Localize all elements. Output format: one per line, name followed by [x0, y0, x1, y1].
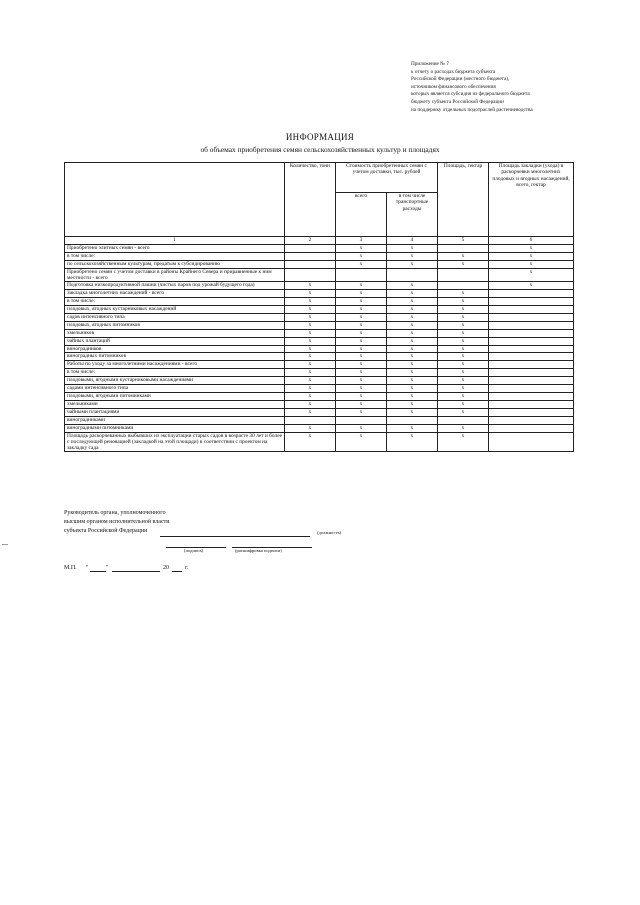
- document-subtitle: об объемах приобретения семян сельскохозяйственных культур и площадях: [200, 145, 440, 154]
- position-line: [160, 536, 310, 537]
- table-cell: x: [438, 306, 489, 314]
- scan-margin-mark: [2, 544, 8, 545]
- table-cell: [489, 345, 574, 353]
- row-label: Приобретено семян с учетом доставки в районы Крайнего Севера и приравненные к ним местности - всего: [65, 268, 285, 282]
- table-body: [65, 245, 574, 452]
- table-cell: [336, 416, 387, 424]
- row-label: в том числе:: [65, 252, 285, 260]
- table-row: [65, 353, 574, 361]
- column-number: 5: [438, 237, 489, 245]
- row-label: Работы по уходу за многолетними насаждениями - всего: [65, 361, 285, 369]
- column-number: 1: [65, 237, 285, 245]
- signer-title-line-3: субъекта Российской Федерации: [64, 528, 148, 534]
- row-label: виноградных питомников: [65, 353, 285, 361]
- table-cell: x: [438, 298, 489, 306]
- table-cell: x: [387, 353, 438, 361]
- table-cell: x: [438, 290, 489, 298]
- table-row: [65, 345, 574, 353]
- table-cell: x: [387, 432, 438, 452]
- table-cell: [285, 245, 336, 253]
- table-row: [65, 432, 574, 452]
- table-cell: x: [387, 400, 438, 408]
- signature-caption: (подпись): [184, 548, 204, 553]
- header-cost-total: всего: [336, 193, 387, 237]
- table-cell: [387, 268, 438, 282]
- table-row: [65, 321, 574, 329]
- table-cell: x: [387, 361, 438, 369]
- row-label: по сельскохозяйственным культурам, предатым к субсидированию: [65, 260, 285, 268]
- table-row: [65, 385, 574, 393]
- decode-caption: (расшифровка подписи): [235, 548, 282, 553]
- table-cell: x: [387, 337, 438, 345]
- table-cell: x: [438, 424, 489, 432]
- table-cell: x: [387, 385, 438, 393]
- table-row: [65, 337, 574, 345]
- row-label: садами интенсивного типа: [65, 385, 285, 393]
- table-cell: x: [438, 353, 489, 361]
- table-cell: x: [285, 337, 336, 345]
- table-cell: x: [438, 392, 489, 400]
- table-cell: x: [336, 392, 387, 400]
- table-cell: x: [336, 345, 387, 353]
- table-cell: [489, 361, 574, 369]
- appendix-note: [411, 61, 611, 114]
- row-label: Подготовка низкопродуктивной пашни (чистых паров под урожай будущего года): [65, 282, 285, 290]
- table-cell: x: [387, 252, 438, 260]
- table-cell: x: [285, 306, 336, 314]
- table-cell: x: [285, 377, 336, 385]
- header-quantity: Количество, тонн: [285, 163, 336, 237]
- stamp-place: М.П.: [64, 565, 77, 571]
- table-cell: x: [285, 345, 336, 353]
- appendix-line: к отчету о расходах бюджета субъекта: [411, 68, 496, 75]
- table-cell: x: [438, 329, 489, 337]
- column-number: 6: [489, 237, 574, 245]
- row-label: хмельников: [65, 329, 285, 337]
- table-cell: x: [336, 329, 387, 337]
- table-cell: x: [336, 353, 387, 361]
- table-cell: x: [336, 432, 387, 452]
- table-cell: x: [438, 400, 489, 408]
- table-cell: x: [285, 369, 336, 377]
- table-cell: x: [387, 313, 438, 321]
- table-cell: [438, 282, 489, 290]
- table-row: [65, 329, 574, 337]
- row-label: в том числе:: [65, 298, 285, 306]
- table-row: [65, 408, 574, 416]
- table-row: [65, 377, 574, 385]
- table-cell: x: [438, 321, 489, 329]
- table-cell: x: [438, 337, 489, 345]
- table-cell: x: [285, 313, 336, 321]
- document-title: ИНФОРМАЦИЯ: [285, 132, 355, 142]
- table-cell: x: [387, 306, 438, 314]
- table-cell: [489, 377, 574, 385]
- appendix-line: бюджету субъекта Российской Федерации: [411, 98, 504, 105]
- table-cell: [489, 416, 574, 424]
- table-cell: x: [387, 329, 438, 337]
- row-label: плодовыми, ягодными питомниками: [65, 392, 285, 400]
- row-label: хмельниками: [65, 400, 285, 408]
- table-row: [65, 290, 574, 298]
- table-cell: x: [285, 392, 336, 400]
- table-cell: x: [438, 377, 489, 385]
- table-cell: [489, 329, 574, 337]
- table-cell: x: [285, 329, 336, 337]
- date-quote-close: ": [106, 565, 109, 571]
- table-cell: [285, 252, 336, 260]
- info-table: [64, 162, 574, 452]
- table-cell: x: [285, 353, 336, 361]
- table-cell: x: [336, 252, 387, 260]
- table-row: [65, 282, 574, 290]
- table-cell: x: [336, 260, 387, 268]
- table-cell: [489, 321, 574, 329]
- row-label: садов интенсивного типа: [65, 313, 285, 321]
- appendix-line: которых является субсидия из федерального бюджета: [411, 91, 530, 98]
- table-cell: x: [438, 260, 489, 268]
- column-number: 3: [336, 237, 387, 245]
- table-cell: x: [336, 385, 387, 393]
- table-row: [65, 298, 574, 306]
- table-cell: x: [336, 337, 387, 345]
- table-cell: x: [336, 321, 387, 329]
- table-row: [65, 268, 574, 282]
- table-cell: x: [387, 290, 438, 298]
- header-blank: [65, 163, 285, 237]
- row-label: виноградников: [65, 345, 285, 353]
- table-row: [65, 245, 574, 253]
- table-cell: x: [438, 361, 489, 369]
- table-cell: x: [387, 282, 438, 290]
- header-cost-transport: в том числе транспортные расходы: [387, 193, 438, 237]
- table-row: [65, 424, 574, 432]
- table-cell: x: [387, 377, 438, 385]
- row-label: чайными плантациями: [65, 408, 285, 416]
- table-row: [65, 392, 574, 400]
- row-label: плодовых, ягодных питомников: [65, 321, 285, 329]
- table-cell: x: [336, 361, 387, 369]
- month-line: [112, 571, 160, 572]
- appendix-line: Российской Федерации (местного бюджета),: [411, 76, 510, 83]
- table-cell: x: [285, 408, 336, 416]
- table-cell: [489, 408, 574, 416]
- table-cell: [489, 400, 574, 408]
- date-quote-open: ": [86, 565, 89, 571]
- table-cell: x: [438, 252, 489, 260]
- row-label: виноградными питомниками: [65, 424, 285, 432]
- table-cell: [387, 416, 438, 424]
- table-cell: x: [285, 282, 336, 290]
- table-cell: x: [285, 298, 336, 306]
- table-row: [65, 313, 574, 321]
- table-cell: x: [336, 282, 387, 290]
- table-cell: x: [336, 400, 387, 408]
- day-line: [90, 571, 106, 572]
- year-suffix: г.: [185, 565, 189, 571]
- table-cell: x: [438, 369, 489, 377]
- table-cell: [489, 290, 574, 298]
- table-cell: x: [285, 290, 336, 298]
- table-row: [65, 369, 574, 377]
- row-label: Закладка многолетних насаждений - всего: [65, 290, 285, 298]
- table-cell: x: [336, 245, 387, 253]
- table-cell: [438, 416, 489, 424]
- year-prefix: 20: [163, 565, 169, 571]
- row-label: Площадь раскорчеванных выбывших из эксплуатации старых садов в возрасте 30 лет и более с последующей реновацией (закладкой на этой площади) в соответствии с проектом на закладку сада: [65, 432, 285, 452]
- table-cell: x: [285, 361, 336, 369]
- table-cell: x: [387, 321, 438, 329]
- table-cell: x: [489, 245, 574, 253]
- table-cell: x: [387, 408, 438, 416]
- table-cell: [285, 260, 336, 268]
- signer-title-line-2: высшим органом исполнительной власти: [64, 519, 170, 525]
- table-row: [65, 400, 574, 408]
- table-cell: x: [336, 408, 387, 416]
- table-cell: [489, 298, 574, 306]
- row-label: Приобретено элитных семян - всего: [65, 245, 285, 253]
- table-cell: [489, 392, 574, 400]
- table-row: [65, 416, 574, 424]
- table-cell: [285, 416, 336, 424]
- table-cell: x: [336, 313, 387, 321]
- appendix-line: источником финансового обеспечения: [411, 83, 496, 90]
- table-row: [65, 306, 574, 314]
- table-cell: [489, 306, 574, 314]
- row-label: виноградниками: [65, 416, 285, 424]
- table-row: [65, 361, 574, 369]
- table-cell: [285, 268, 336, 282]
- table-cell: x: [438, 385, 489, 393]
- table-row: [65, 252, 574, 260]
- table-cell: [336, 268, 387, 282]
- table-cell: x: [438, 313, 489, 321]
- signer-title-line-1: Руководитель органа, уполномоченного: [64, 510, 166, 516]
- table-cell: x: [336, 369, 387, 377]
- table-cell: [438, 245, 489, 253]
- table-cell: x: [285, 432, 336, 452]
- table-cell: x: [387, 424, 438, 432]
- table-cell: x: [336, 424, 387, 432]
- position-caption: (должность): [317, 530, 342, 535]
- table-cell: [489, 313, 574, 321]
- header-cost: Стоимость приобретенных семян с учетом доставки, тыс. рублей: [336, 163, 438, 193]
- table-row: [65, 260, 574, 268]
- table-cell: x: [387, 298, 438, 306]
- table-cell: x: [387, 260, 438, 268]
- year-line: [172, 571, 182, 572]
- appendix-line: Приложение № 7: [411, 61, 449, 67]
- header-area: Площадь, гектар: [438, 163, 489, 237]
- row-label: чайных плантаций: [65, 337, 285, 345]
- row-label: плодовыми, ягодными кустарниковыми насаждениями: [65, 377, 285, 385]
- table-cell: x: [387, 392, 438, 400]
- row-label: плодовых, ягодных кустарниковых насаждений: [65, 306, 285, 314]
- table-cell: x: [336, 290, 387, 298]
- column-number: 2: [285, 237, 336, 245]
- table-cell: [489, 432, 574, 452]
- table-cell: [489, 424, 574, 432]
- table-cell: x: [387, 369, 438, 377]
- table-cell: [489, 385, 574, 393]
- table-cell: x: [285, 400, 336, 408]
- table-cell: x: [387, 245, 438, 253]
- appendix-line: на поддержку отдельных подотраслей растениеводства: [411, 106, 533, 113]
- table-cell: x: [336, 377, 387, 385]
- table-cell: x: [285, 385, 336, 393]
- table-cell: [489, 337, 574, 345]
- table-cell: x: [438, 408, 489, 416]
- table-cell: x: [285, 321, 336, 329]
- table-cell: [489, 353, 574, 361]
- table-cell: x: [489, 260, 574, 268]
- table-cell: x: [438, 345, 489, 353]
- table-cell: x: [489, 252, 574, 260]
- column-number: 4: [387, 237, 438, 245]
- row-label: в том числе:: [65, 369, 285, 377]
- table-cell: [489, 369, 574, 377]
- table-cell: x: [438, 432, 489, 452]
- table-cell: x: [489, 268, 574, 282]
- header-laying-area: Площадь закладки (ухода) в раскорчевки многолетних плодовых и ягодных насаждений, всего, гектар: [489, 163, 574, 237]
- table-cell: x: [285, 424, 336, 432]
- table-cell: x: [336, 298, 387, 306]
- table-cell: x: [489, 282, 574, 290]
- table-cell: x: [387, 345, 438, 353]
- table-cell: [438, 268, 489, 282]
- table-cell: x: [336, 306, 387, 314]
